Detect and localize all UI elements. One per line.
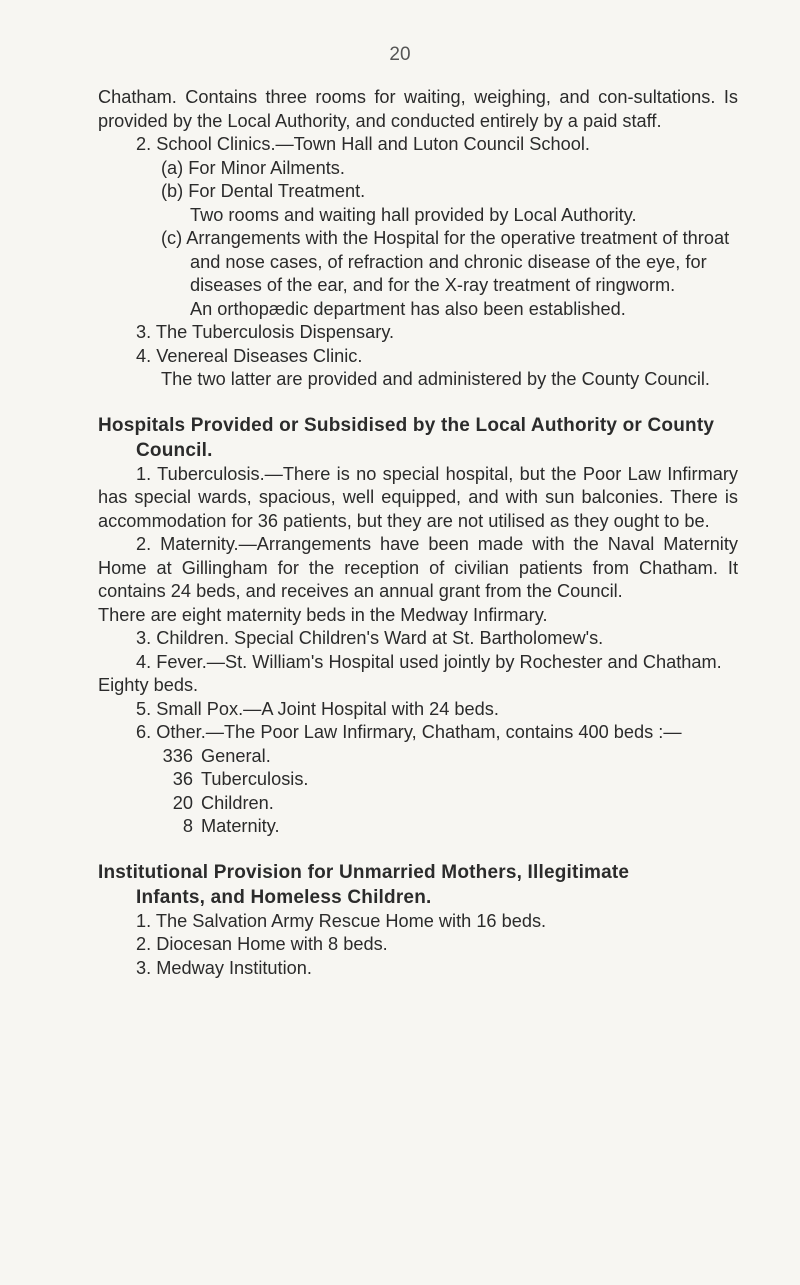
school-clinics-item: 2. School Clinics.—Town Hall and Luton Council School. [136, 134, 590, 154]
diocesan-home-item: 2. Diocesan Home with 8 beds. [136, 934, 388, 954]
list-item [98, 768, 738, 792]
bed-count: 20 [172, 792, 193, 813]
hospitals-heading-line1: Hospitals Provided or Subsidised by the Local Authority or County [98, 414, 715, 436]
hospital-arrangements-item: (c) Arrangements with the Hospital for the operative treatment of throat and nose cases, of refraction and chronic disease of the eye, for diseases of the ear, and for the X-ray treatment of ringworm. [161, 228, 730, 295]
bed-category: Maternity. [201, 816, 280, 836]
orthopaedic-note: An orthopædic department has also been established. [190, 298, 626, 319]
bed-count: 36 [172, 769, 193, 789]
fever-item: 4. Fever.—St. William's Hospital used jointly by Rochester and Chatham. Eighty beds. [98, 651, 722, 695]
page-number: 20 [389, 44, 411, 65]
bed-category: Children. [201, 792, 274, 813]
list-item [98, 745, 738, 769]
beds-breakdown-list [98, 745, 738, 839]
dental-treatment-item: (b) For Dental Treatment. [161, 181, 366, 201]
maternity-beds-note: There are eight maternity beds in the Medway Infirmary. [98, 604, 548, 625]
institutional-heading-line2: Infants, and Homeless Children. [136, 886, 432, 908]
bed-category: Tuberculosis. [201, 769, 309, 789]
small-pox-item: 5. Small Pox.—A Joint Hospital with 24 beds. [136, 698, 499, 719]
bed-count: 336 [162, 745, 193, 766]
bed-count: 8 [182, 816, 193, 836]
children-item: 3. Children. Special Children's Ward at St. Bartholomew's. [136, 628, 604, 648]
list-item [98, 815, 738, 839]
maternity-item: 2. Maternity.—Arrangements have been made with the Naval Maternity Home at Gillingham for the reception of civilian patients from Chatham. It contains 24 beds, and receives an annual grant from the Council. [98, 534, 738, 601]
hospitals-heading [98, 413, 738, 463]
hospitals-heading-line2: Council. [136, 439, 213, 461]
page-body [98, 86, 738, 980]
tuberculosis-hospital-item: 1. Tuberculosis.—There is no special hospital, but the Poor Law Infirmary has special wards, spacious, well equipped, and with sun balconies. There is accommodation for 36 patients, but they are not utilised as they ought to be. [98, 463, 738, 531]
county-council-note: The two latter are provided and administered by the County Council. [161, 369, 710, 389]
other-item: 6. Other.—The Poor Law Infirmary, Chatham, contains 400 beds :— [136, 722, 682, 742]
medway-institution-item: 3. Medway Institution. [136, 957, 312, 978]
minor-ailments-item: (a) For Minor Ailments. [161, 157, 345, 178]
salvation-army-item: 1. The Salvation Army Rescue Home with 16 beds. [136, 910, 547, 931]
tuberculosis-dispensary-item: 3. The Tuberculosis Dispensary. [136, 322, 395, 342]
list-item [98, 792, 738, 816]
institutional-heading [98, 860, 738, 910]
clinic-intro-paragraph: Chatham. Contains three rooms for waiting, weighing, and con-sultations. Is provided by the Local Authority, and conducted entirely by a paid staff. [98, 87, 738, 131]
dental-treatment-note: Two rooms and waiting hall provided by Local Authority. [190, 204, 637, 225]
institutional-heading-line1: Institutional Provision for Unmarried Mothers, Illegitimate [98, 861, 630, 883]
bed-category: General. [201, 745, 271, 766]
venereal-clinic-item: 4. Venereal Diseases Clinic. [136, 345, 363, 366]
